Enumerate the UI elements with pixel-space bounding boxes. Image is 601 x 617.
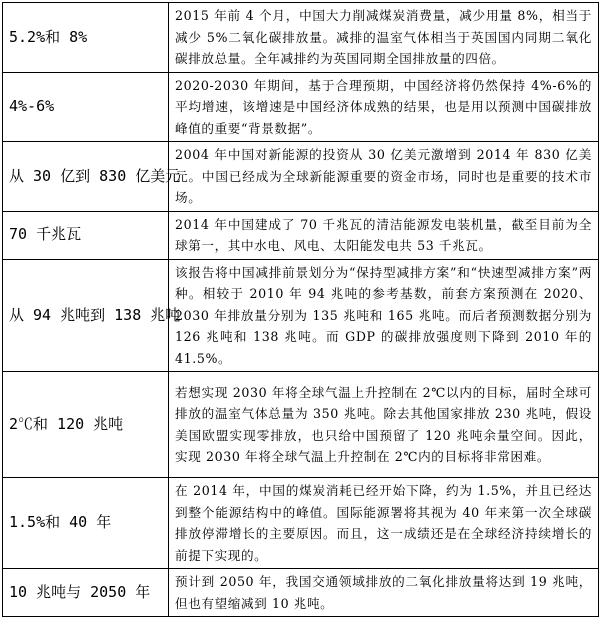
table-row	[3, 569, 599, 617]
table-row	[3, 72, 599, 142]
row-key: 2℃和 120 兆吨	[3, 372, 169, 478]
row-description: 2014 年中国建成了 70 千兆瓦的清洁能源发电装机量，截至目前为全球第一，其中水电、风电、太阳能发电共 53 千兆瓦。	[169, 211, 599, 259]
row-key: 70 千兆瓦	[3, 211, 169, 259]
table-row	[3, 3, 599, 73]
row-key: 10 兆吨与 2050 年	[3, 569, 169, 617]
table-row	[3, 478, 599, 569]
table-row	[3, 372, 599, 478]
row-key: 从 30 亿到 830 亿美元	[3, 142, 169, 212]
row-description: 预计到 2050 年，我国交通领域排放的二氧化排放量将达到 19 兆吨，但也有望缩减到 10 兆吨。	[169, 569, 599, 617]
row-key: 4%-6%	[3, 72, 169, 142]
row-description: 2004 年中国对新能源的投资从 30 亿美元激增到 2014 年 830 亿美元。中国已经成为全球新能源重要的资金市场，同时也是重要的技术市场。	[169, 142, 599, 212]
row-description: 若想实现 2030 年将全球气温上升控制在 2℃以内的目标，届时全球可排放的温室气体总量为 350 兆吨。除去其他国家排放 230 兆吨，假设美国欧盟实现零排放，也只给中国预留了 120 兆吨余量空间。因此，实现 2030 年将全球气温上升控制在 2℃内的目标将非常困难。	[169, 372, 599, 478]
carbon-figures-table	[2, 2, 599, 617]
row-key: 5.2%和 8%	[3, 3, 169, 73]
row-description: 2020-2030 年期间，基于合理预期，中国经济将仍然保持 4%-6%的平均增速，该增速是中国经济体成熟的结果，也是用以预测中国碳排放峰值的重要“背景数据”。	[169, 72, 599, 142]
table-row	[3, 211, 599, 259]
row-key: 1.5%和 40 年	[3, 478, 169, 569]
row-description: 在 2014 年，中国的煤炭消耗已经开始下降，约为 1.5%，并且已经达到整个能源结构中的峰值。国际能源署将其视为 40 年来第一次全球碳排放停滞增长的主要原因。而且，这一成绩还是在全球经济持续增长的前提下实现的。	[169, 478, 599, 569]
row-description: 2015 年前 4 个月，中国大力削减煤炭消费量，减少用量 8%，相当于减少 5%二氧化碳排放量。减排的温室气体相当于英国国内同期二氧化碳排放总量。全年减排约为英国同期全国排放量的四倍。	[169, 3, 599, 73]
row-key: 从 94 兆吨到 138 兆吨	[3, 259, 169, 372]
table-row	[3, 142, 599, 212]
row-description: 该报告将中国减排前景划分为“保持型减排方案”和“快速型减排方案”两种。相较于 2010 年 94 兆吨的参考基数，前套方案预测在 2020、2030 年排放量分别为 135 兆吨和 165 兆吨。而后者预测数据分别为 126 兆吨和 138 兆吨。而 GDP 的碳排放强度则下降到 2010 年的 41.5%。	[169, 259, 599, 372]
table-row	[3, 259, 599, 372]
